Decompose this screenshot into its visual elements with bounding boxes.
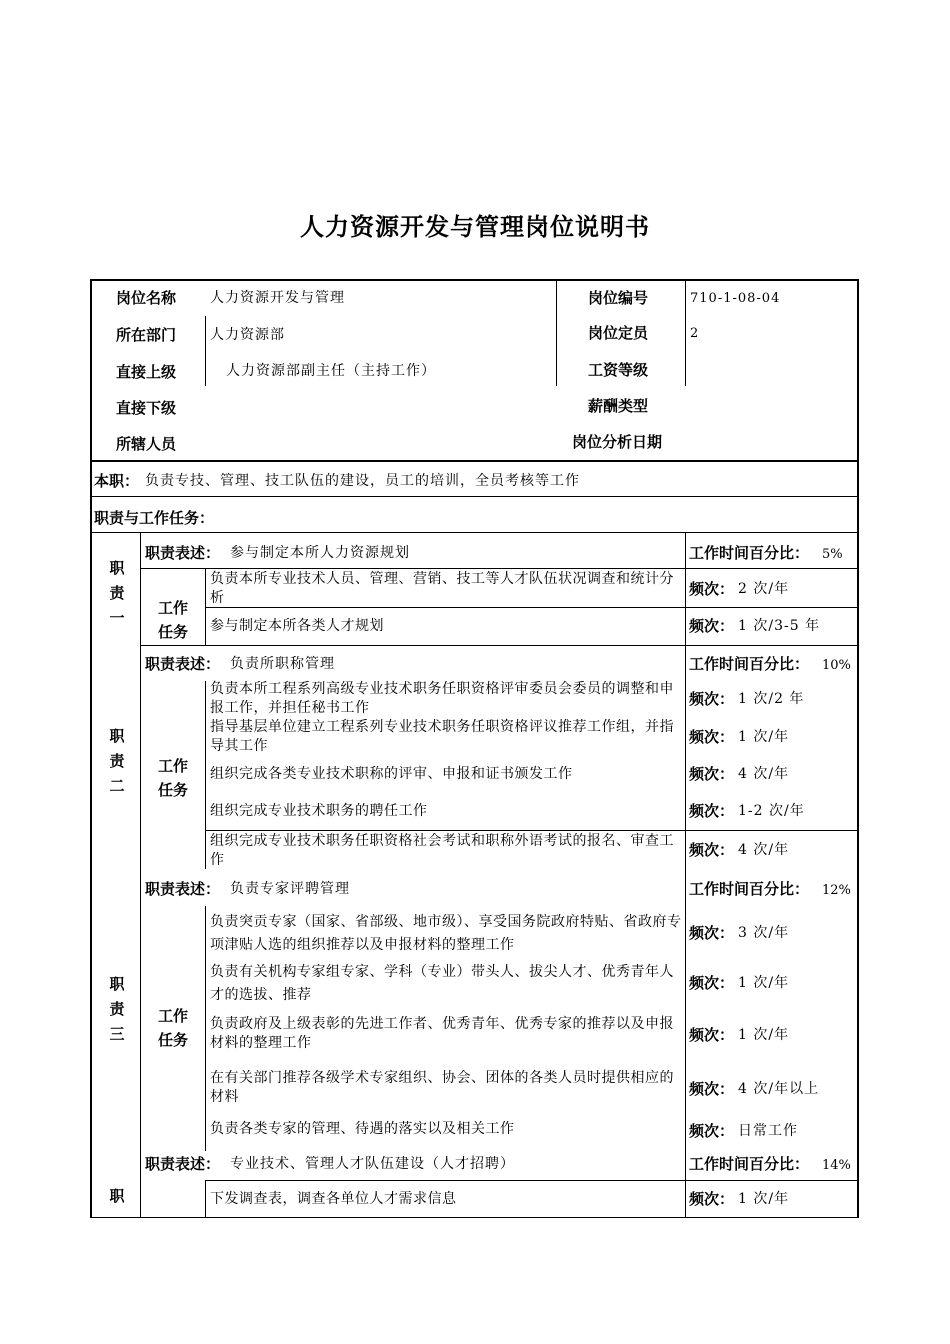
freq-label: 频次： [689,617,735,635]
freq-label: 频次： [689,1080,735,1098]
freq-label: 频次： [689,841,735,859]
duty-4-desc-label: 职责表述： [145,1155,221,1173]
duty-3-time-percent: 12% [822,883,851,898]
duty-2-task-4: 组织完成专业技术职务的聘任工作 [210,803,428,819]
superior-value: 人力资源部副主任（主持工作） [226,363,436,379]
duty-3-task-3-freq: 1 次/年 [738,1027,790,1043]
duty-2-time-percent: 10% [822,658,851,673]
duty-3-task-5: 负责各类专家的管理、待遇的落实以及相关工作 [210,1121,515,1137]
duty-2-task-4-freq: 1-2 次/年 [738,803,805,819]
duty-2-desc-label: 职责表述： [145,655,221,673]
duty-1-desc-label: 职责表述： [145,544,221,562]
duty-3-task-3: 负责政府及上级表彰的先进工作者、优秀青年、优秀专家的推荐以及申报材料的整理工作 [210,1016,674,1051]
duty-3-task-1: 负责突贡专家（国家、省部级、地市级）、享受国务院政府特贴、省政府专项津贴人选的组织推荐以及申报材料的整理工作 [210,914,682,953]
subordinate-label: 直接下级 [116,399,177,417]
duty-1-task-1: 负责本所专业技术人员、管理、营销、技工等人才队伍状况调查和统计分析 [210,571,674,606]
position-code-label: 岗位编号 [588,289,649,307]
core-duty-text: 负责专技、管理、技工队伍的建设，员工的培训，全员考核等工作 [145,473,580,489]
freq-label: 频次： [689,974,735,992]
headcount-label: 岗位定员 [588,324,649,342]
duty-2-task-5-freq: 4 次/年 [738,842,790,858]
freq-label: 频次： [689,580,735,598]
duty-3-task-4: 在有关部门推荐各级学术专家组织、协会、团体的各类人员时提供相应的材料 [210,1070,674,1105]
core-duty-label: 本职： [94,472,140,490]
position-name-value: 人力资源开发与管理 [210,290,345,306]
freq-label: 频次： [689,765,735,783]
duty-2-task-2-freq: 1 次/年 [738,729,790,745]
duty-2-task-5: 组织完成专业技术职务任职资格社会考试和职称外语考试的报名、审查工作 [210,833,674,868]
freq-label: 频次： [689,728,735,746]
freq-label: 频次： [689,802,735,820]
duty-1-name: 职 责 一 [109,559,125,627]
duty-2-task-3-freq: 4 次/年 [738,766,790,782]
freq-label: 频次： [689,1190,735,1208]
staff-label: 所辖人员 [116,435,177,453]
duty-4-task-1: 下发调查表，调查各单位人才需求信息 [210,1191,457,1207]
duty-4-time-percent: 14% [822,1158,851,1173]
duty-3-task-2-freq: 1 次/年 [738,975,790,991]
position-code-value: 710-1-08-04 [690,291,781,306]
duty-2-time-label: 工作时间百分比： [689,655,810,673]
duty-4-description: 专业技术、管理人才队伍建设（人才招聘） [230,1156,515,1172]
freq-label: 频次： [689,1122,735,1140]
duty-1-time-label: 工作时间百分比： [689,544,810,562]
duty-2-description: 负责所职称管理 [230,656,335,672]
department-value: 人力资源部 [210,327,285,343]
duty-4-name: 职 [109,1187,125,1205]
duty-3-name: 职 责 三 [109,975,125,1043]
duty-2-task-1: 负责本所工程系列高级专业技术职务任职资格评审委员会委员的调整和申报工作，并担任秘书工作 [210,681,674,716]
duty-1-time-percent: 5% [822,547,843,562]
duty-2-task-label: 工作 任务 [157,757,188,799]
duty-3-desc-label: 职责表述： [145,880,221,898]
headcount-value: 2 [690,326,699,341]
duty-4-time-label: 工作时间百分比： [689,1155,810,1173]
freq-label: 频次： [689,1026,735,1044]
duty-1-task-1-freq: 2 次/年 [738,581,790,597]
duty-1-task-label: 工作 任务 [157,599,188,641]
duty-1-description: 参与制定本所人力资源规划 [230,545,410,561]
duty-4-task-1-freq: 1 次/年 [738,1191,790,1207]
duty-3-task-4-freq: 4 次/年以上 [738,1081,820,1097]
duty-3-task-label: 工作 任务 [157,1007,188,1049]
page-title: 人力资源开发与管理岗位说明书 [300,213,650,241]
superior-label: 直接上级 [116,363,177,381]
duty-3-task-5-freq: 日常工作 [738,1123,798,1139]
duty-3-task-2: 负责有关机构专家组专家、学科（专业）带头人、拔尖人才、优秀青年人才的选拔、推荐 [210,964,674,1003]
position-name-label: 岗位名称 [116,289,177,307]
duty-1-task-2-freq: 1 次/3-5 年 [738,618,821,634]
duty-2-name: 职 责 二 [109,727,125,795]
grade-label: 工资等级 [588,361,649,379]
duty-1-task-2: 参与制定本所各类人才规划 [210,618,384,634]
freq-label: 频次： [689,690,735,708]
duties-heading: 职责与工作任务： [94,509,215,527]
duty-2-task-1-freq: 1 次/2 年 [738,691,805,707]
salary-type-label: 薪酬类型 [588,397,649,415]
analysis-date-label: 岗位分析日期 [572,433,663,451]
department-label: 所在部门 [116,326,177,344]
duty-2-task-2: 指导基层单位建立工程系列专业技术职务任职资格评议推荐工作组，并指导其工作 [210,719,674,754]
duty-3-task-1-freq: 3 次/年 [738,925,790,941]
duty-2-task-3: 组织完成各类专业技术职称的评审、申报和证书颁发工作 [210,766,573,782]
duty-3-description: 负责专家评聘管理 [230,881,350,897]
freq-label: 频次： [689,924,735,942]
duty-3-time-label: 工作时间百分比： [689,880,810,898]
